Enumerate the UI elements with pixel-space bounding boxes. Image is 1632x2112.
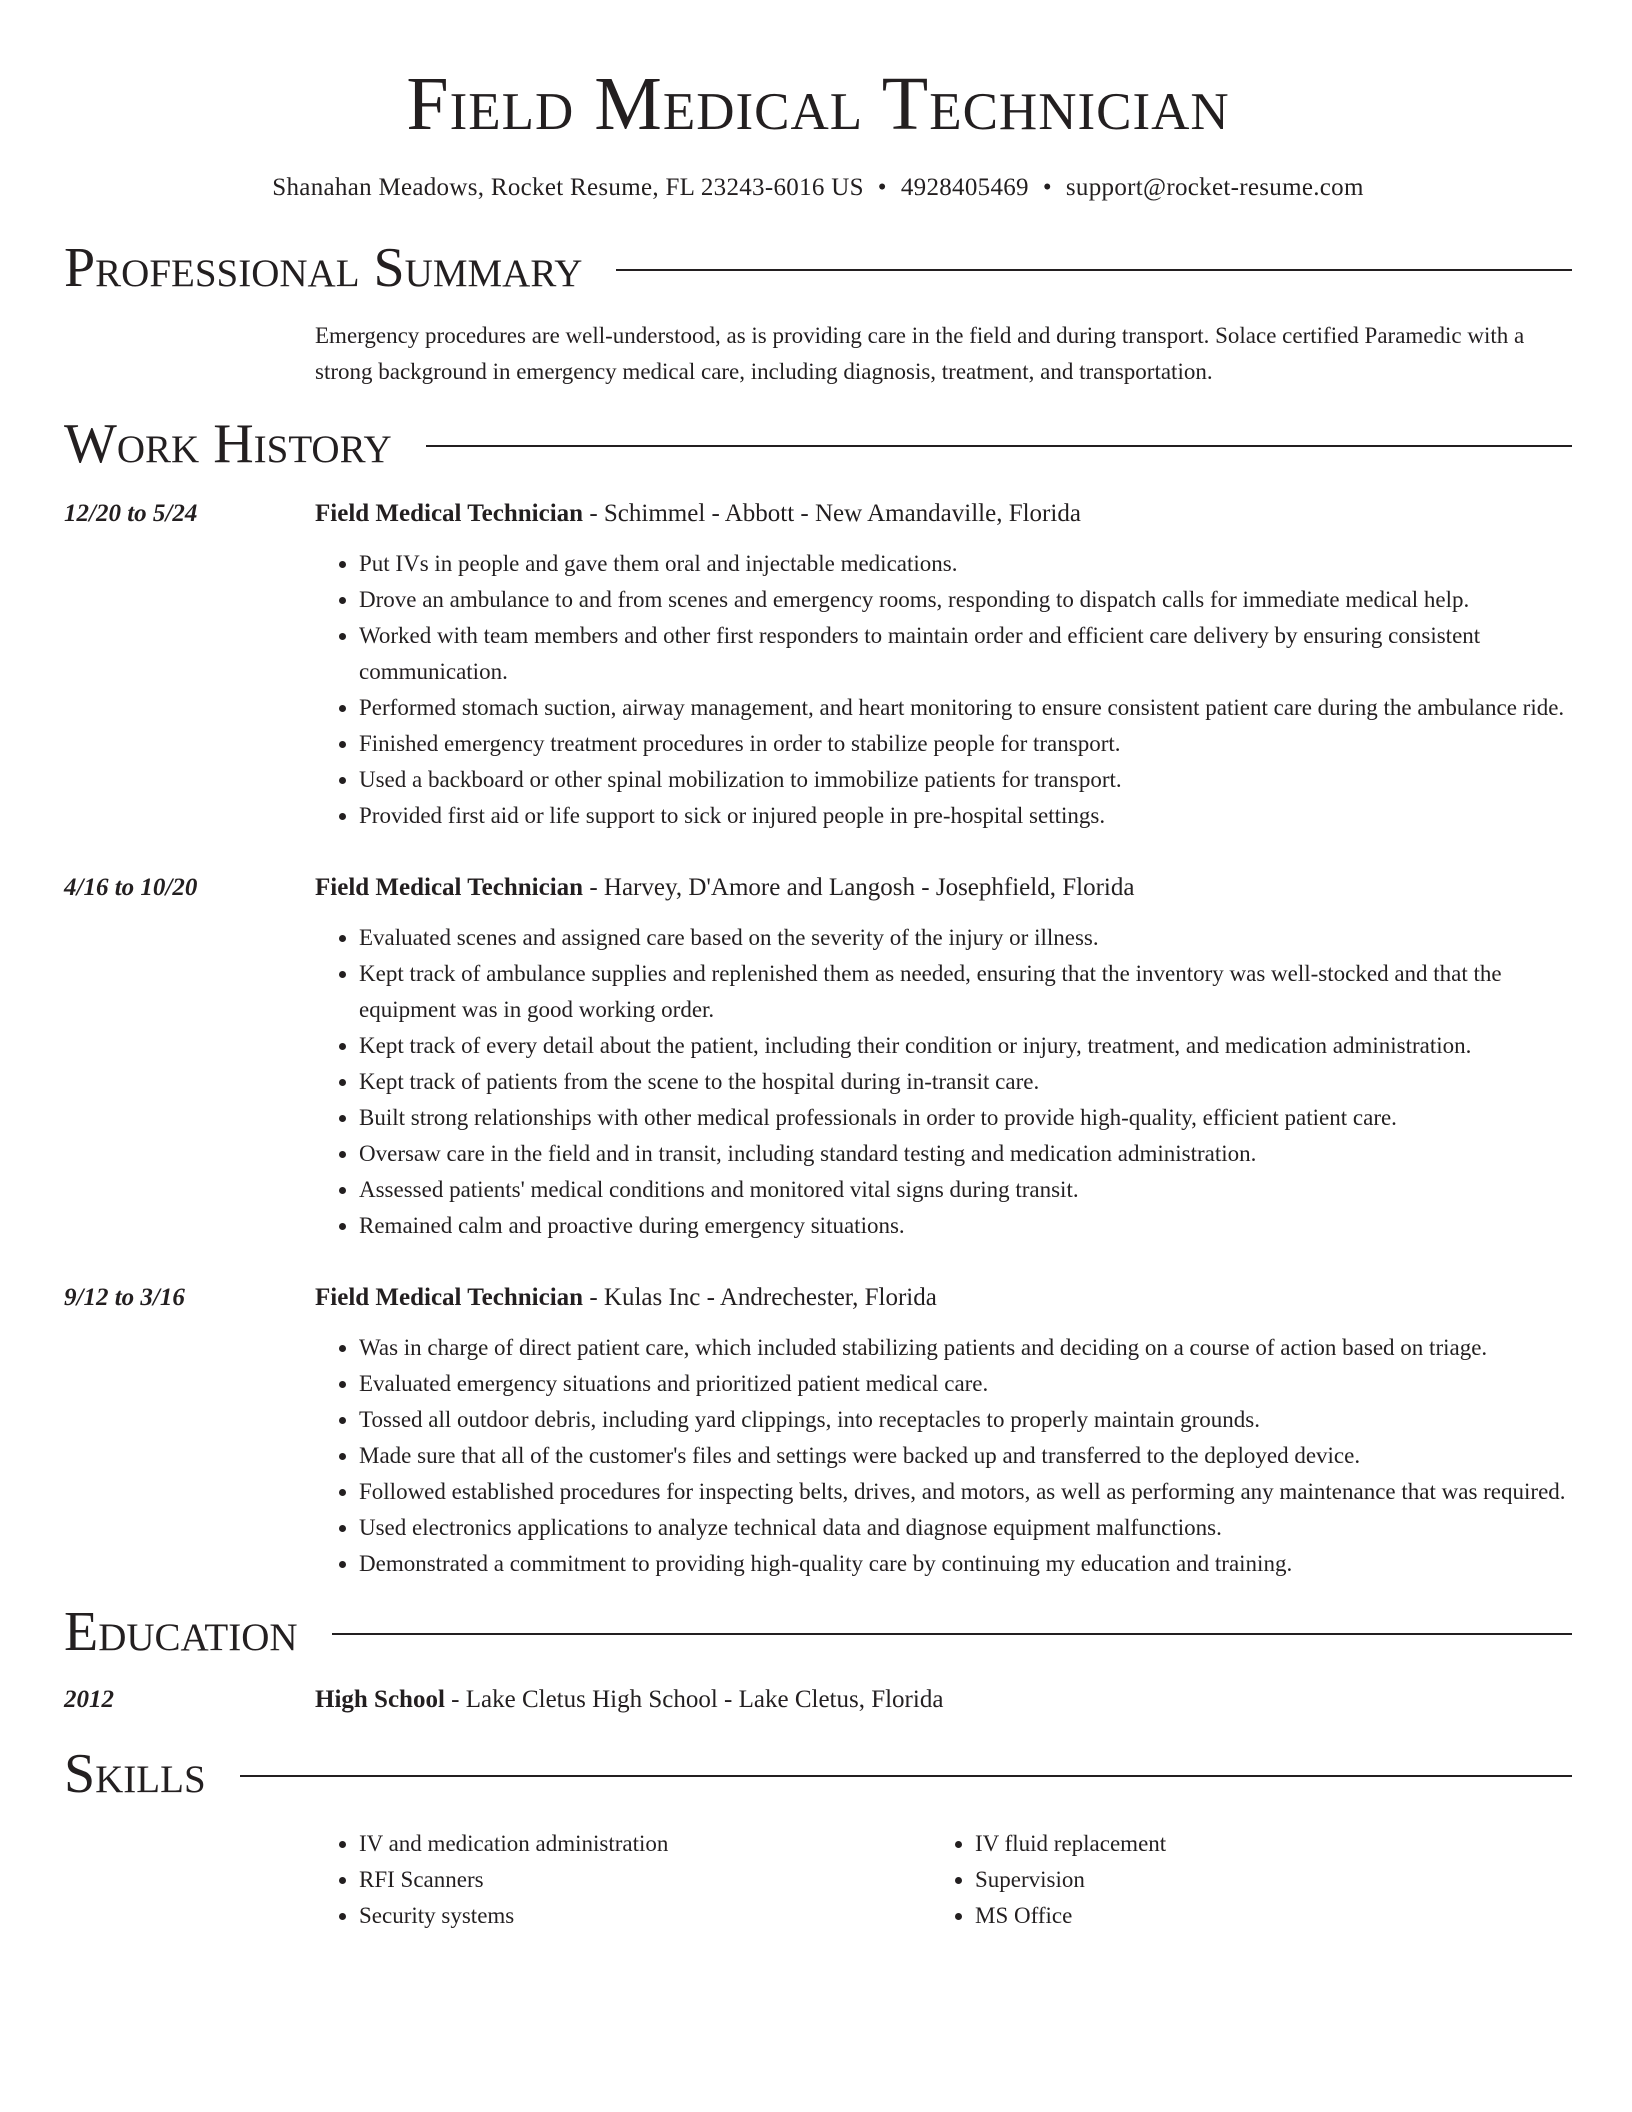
job-bullet: • Assessed patients' medical conditions and monitored vital signs during transit. [359,1172,1572,1208]
section-rule [240,1775,1572,1777]
work-title-line [315,1282,1572,1314]
job-bullets [315,920,1572,1244]
job-bullets [315,1330,1572,1582]
job-employer-location: - Kulas Inc - Andrechester, Florida [583,1284,937,1311]
education-details: - Lake Cletus High School - Lake Cletus, Florida [444,1686,944,1713]
work-dates: 9/12 to 3/16 [64,1284,185,1311]
work-heading: Work History [64,413,392,475]
job-bullet: • Used electronics applications to analyze technical data and diagnose equipment malfunctions. [359,1510,1572,1546]
job-bullet: • Tossed all outdoor debris, including yard clippings, into receptacles to properly maintain grounds. [359,1402,1572,1438]
work-entry [64,498,1572,834]
contact-line [64,172,1572,204]
work-dates: 4/16 to 10/20 [64,874,198,901]
job-bullet: • Kept track of every detail about the patient, including their condition or injury, treatment, and medication administration. [359,1028,1572,1064]
job-bullet: • Kept track of patients from the scene to the hospital during in-transit care. [359,1064,1572,1100]
skills-heading: Skills [64,1743,206,1805]
summary-text: Emergency procedures are well-understood, as is providing care in the field and during transport. Solace certified Paramedic with a strong background in emergency medical care, including diagnosis, treatment, and transportation. [315,323,1525,384]
work-title-line [315,498,1572,530]
work-entry [64,872,1572,1244]
job-title: Field Medical Technician [315,874,584,901]
job-bullet: • Worked with team members and other first responders to maintain order and efficient care delivery by ensuring consistent communication. [359,618,1572,690]
education-entry [64,1684,1572,1716]
job-bullet: • Oversaw care in the field and in transit, including standard testing and medication administration. [359,1136,1572,1172]
work-title-line [315,872,1572,904]
skills-list [315,1826,1572,1934]
job-bullet: • Evaluated scenes and assigned care based on the severity of the injury or illness. [359,920,1572,956]
resume-name: Field Medical Technician [406,62,1230,146]
job-bullet: • Put IVs in people and gave them oral and injectable medications. [359,546,1572,582]
job-employer-location: - Schimmel - Abbott - New Amandaville, Florida [583,500,1081,527]
education-year: 2012 [64,1686,114,1713]
skill-item: • MS Office [975,1898,1547,1934]
skill-item: • IV and medication administration [359,1826,931,1862]
job-bullet: • Used a backboard or other spinal mobilization to immobilize patients for transport. [359,762,1572,798]
job-bullet: • Demonstrated a commitment to providing high-quality care by continuing my education and training. [359,1546,1572,1582]
job-bullet: • Drove an ambulance to and from scenes and emergency rooms, responding to dispatch calls for immediate medical help. [359,582,1572,618]
work-section-header [64,412,1572,476]
job-bullet: • Followed established procedures for inspecting belts, drives, and motors, as well as performing any maintenance that was required. [359,1474,1572,1510]
education-section-header [64,1600,1572,1664]
contact-separator: • [1042,174,1052,201]
education-degree: High School [315,1686,445,1713]
work-history-list [64,498,1572,1582]
section-rule [332,1633,1572,1635]
summary-section-header [64,236,1572,300]
job-bullet: • Kept track of ambulance supplies and replenished them as needed, ensuring that the inventory was well-stocked and that the equipment was in good working order. [359,956,1572,1028]
job-bullet: • Provided first aid or life support to sick or injured people in pre-hospital settings. [359,798,1572,834]
work-entry [64,1282,1572,1582]
skill-item: • Security systems [359,1898,931,1934]
section-rule [426,445,1572,447]
contact-separator: • [877,174,887,201]
job-bullets [315,546,1572,834]
skill-item: • RFI Scanners [359,1862,931,1898]
skills-column-right [931,1826,1547,1934]
job-bullet: • Was in charge of direct patient care, which included stabilizing patients and deciding on a course of action based on triage. [359,1330,1572,1366]
job-title: Field Medical Technician [315,1284,584,1311]
job-title: Field Medical Technician [315,500,584,527]
skills-section-header [64,1742,1572,1806]
skill-item: • IV fluid replacement [975,1826,1547,1862]
summary-heading: Professional Summary [64,237,583,299]
contact-phone: 4928405469 [900,174,1029,201]
job-bullet: • Performed stomach suction, airway management, and heart monitoring to ensure consistent patient care during the ambulance ride. [359,690,1572,726]
job-employer-location: - Harvey, D'Amore and Langosh - Josephfield, Florida [583,874,1135,901]
job-bullet: • Built strong relationships with other medical professionals in order to provide high-quality, efficient patient care. [359,1100,1572,1136]
education-title-line [315,1684,1572,1716]
job-bullet: • Remained calm and proactive during emergency situations. [359,1208,1572,1244]
job-bullet: • Finished emergency treatment procedures in order to stabilize people for transport. [359,726,1572,762]
skills-column-left [315,1826,931,1934]
contact-email: support@rocket-resume.com [1065,174,1364,201]
section-rule [616,269,1572,271]
work-dates: 12/20 to 5/24 [64,500,198,527]
resume-page [64,0,1572,1934]
education-heading: Education [64,1601,298,1663]
contact-address: Shanahan Meadows, Rocket Resume, FL 23243-6016 US [272,174,864,201]
skill-item: • Supervision [975,1862,1547,1898]
job-bullet: • Evaluated emergency situations and prioritized patient medical care. [359,1366,1572,1402]
job-bullet: • Made sure that all of the customer's files and settings were backed up and transferred to the deployed device. [359,1438,1572,1474]
